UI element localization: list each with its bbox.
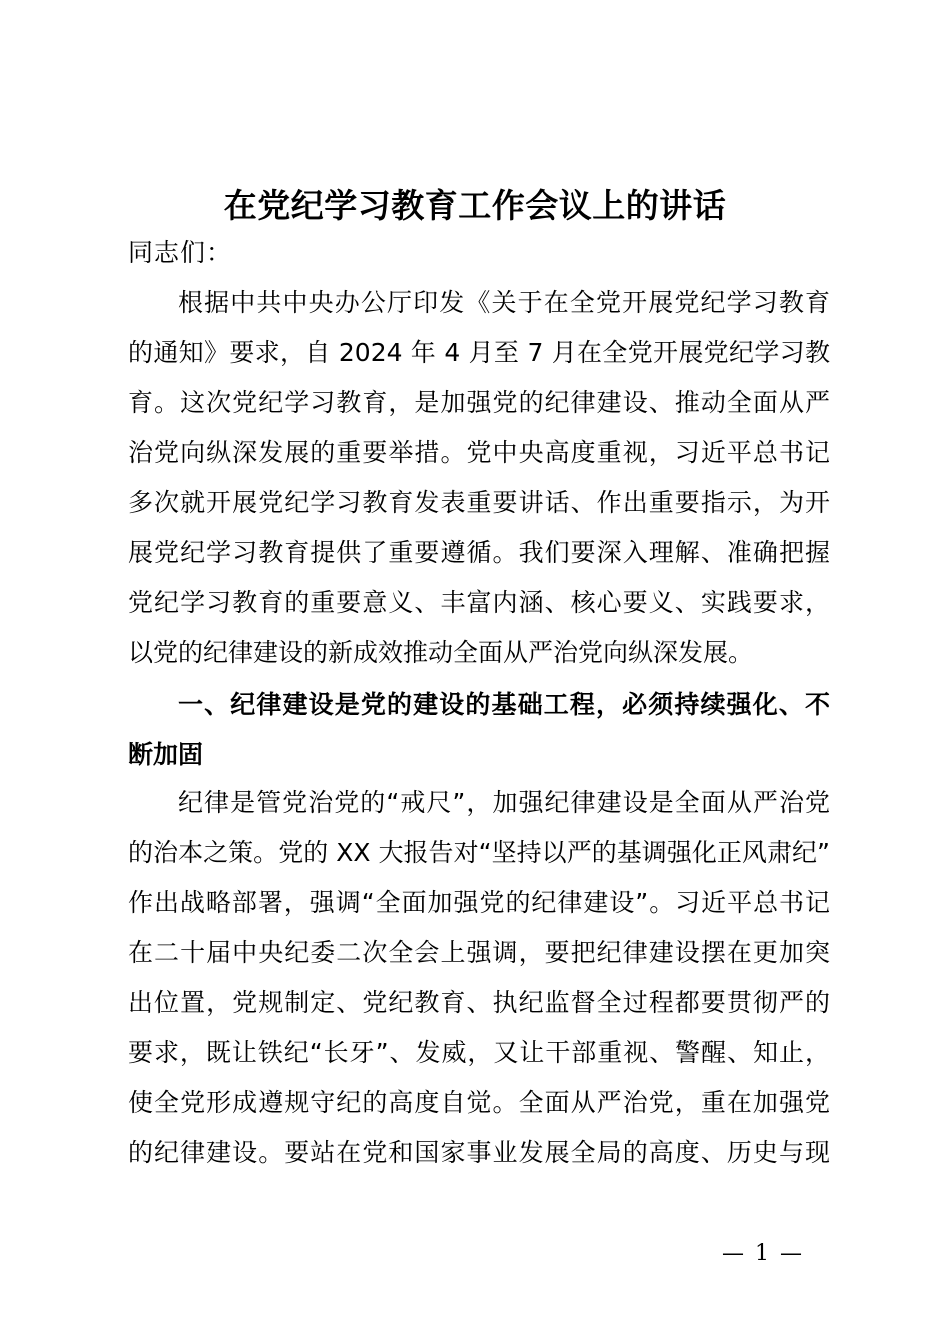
paragraph-line: 要求，既让铁纪“长牙”、发威，又让干部重视、警醒、知止， [128, 1038, 830, 1067]
paragraph-line: 作出战略部署，强调“全面加强党的纪律建设”。习近平总书记 [128, 888, 830, 917]
paragraph-line: 治党向纵深发展的重要举措。党中央高度重视，习近平总书记 [128, 438, 830, 467]
section-heading-line: 断加固 [128, 740, 204, 769]
page-number: — 1 — [722, 1241, 804, 1266]
paragraph-line: 以党的纪律建设的新成效推动全面从严治党向纵深发展。 [128, 638, 754, 667]
paragraph-line: 育。这次党纪学习教育，是加强党的纪律建设、推动全面从严 [128, 388, 830, 417]
paragraph-line: 党纪学习教育的重要意义、丰富内涵、核心要义、实践要求， [128, 588, 830, 617]
paragraph-line: 展党纪学习教育提供了重要遵循。我们要深入理解、准确把握 [128, 538, 830, 567]
section-heading-line: 一、纪律建设是党的建设的基础工程，必须持续强化、不 [178, 690, 830, 719]
paragraph-line: 的纪律建设。要站在党和国家事业发展全局的高度、历史与现 [128, 1138, 830, 1167]
page-title: 在党纪学习教育工作会议上的讲话 [223, 186, 727, 225]
paragraph-line: 使全党形成遵规守纪的高度自觉。全面从严治党，重在加强党 [128, 1088, 830, 1117]
paragraph-line: 的通知》要求，自 2024 年 4 月至 7 月在全党开展党纪学习教 [128, 338, 830, 367]
paragraph-line: 纪律是管党治党的“戒尺”，加强纪律建设是全面从严治党 [178, 788, 830, 817]
paragraph-line: 出位置，党规制定、党纪教育、执纪监督全过程都要贯彻严的 [128, 988, 830, 1017]
paragraph-line: 根据中共中央办公厅印发《关于在全党开展党纪学习教育 [178, 288, 830, 317]
paragraph-line: 的治本之策。党的 XX 大报告对“坚持以严的基调强化正风肃纪” [128, 838, 830, 867]
paragraph-line: 多次就开展党纪学习教育发表重要讲话、作出重要指示，为开 [128, 488, 830, 517]
salutation: 同志们： [128, 238, 233, 267]
paragraph-line: 在二十届中央纪委二次全会上强调，要把纪律建设摆在更加突 [128, 938, 830, 967]
